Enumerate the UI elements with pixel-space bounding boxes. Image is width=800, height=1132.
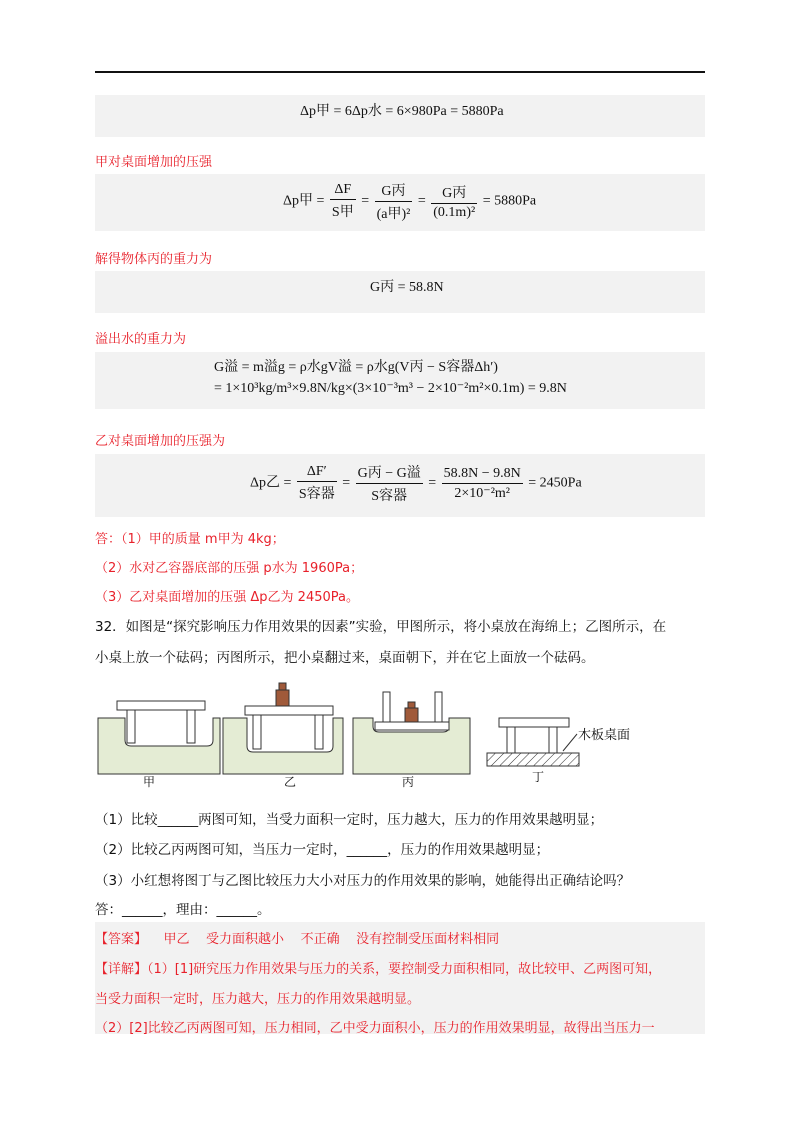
eq2-frac-3: [431, 182, 477, 221]
sub-question-1: （1）比较______两图可知，当受力面积一定时，压力越大，压力的作用效果越明显；: [95, 812, 604, 828]
answer-line-2: （2）水对乙容器底部的压强 p水为 1960Pa；: [95, 561, 364, 576]
equation-5: Δp乙 = $\frac{\Delta F'}{\text{S容器}}$ = $\frac{\text{G丙 − G溢}}{\text{S容器}}$ = $\frac{58.8N - 9.8N}{\text{2×10⁻²m²}}$ = 2450Pa: [250, 464, 582, 504]
eq2-f2-den: (a甲)²: [376, 207, 411, 222]
equation-1: Δp甲 = 6Δp水 = 6×980Pa = 5880Pa: [300, 104, 504, 119]
eq5-f1-den: S容器: [298, 487, 335, 502]
header-rule: [95, 71, 705, 73]
eq2-frac-1: [330, 182, 356, 221]
figure-label-jia: 甲: [143, 775, 156, 789]
figure-jia: [98, 701, 220, 774]
label-bing-weight: 解得物体丙的重力为: [95, 252, 213, 267]
eq5-f3-den: 2×10⁻²m²: [454, 485, 510, 501]
figure-bing: [353, 692, 470, 774]
eq5-f1-num: ΔF′: [297, 464, 337, 482]
figure-note-wood: 木板桌面: [578, 728, 631, 743]
eq5-frac-1: [297, 464, 337, 503]
eq5-frac-3: [442, 466, 523, 502]
answer-line-1: 答：（1）甲的质量 m甲为 4kg；: [95, 532, 285, 547]
eq2-f3-den: (0.1m)²: [433, 205, 476, 220]
detail-line-2: 当受力面积一定时，压力越大，压力的作用效果越明显。: [95, 992, 421, 1007]
answer-key-line: 【答案】 甲乙 受力面积越小 不正确 没有控制受压面材料相同: [95, 932, 500, 947]
equation-4a: G溢 = m溢g = ρ水gV溢 = ρ水g(V丙 − S容器Δh′): [214, 360, 498, 375]
equation-2: Δp甲 = $\frac{\Delta F}{\text{S甲}}$ = $\frac{\text{G丙}}{\text{(a甲)²}}$ = $\frac{\text{G丙}}{\text{(0.1m)²}}$ = 5880Pa: [283, 182, 537, 222]
eq2-f3-num: G丙: [431, 182, 477, 204]
eq5-f2-num: G丙 − G溢: [356, 462, 423, 484]
detail-line-3: （2）[2]比较乙丙两图可知，压力相同，乙中受力面积小，压力的作用效果明显，故得出当压力一: [95, 1021, 655, 1036]
eq2-rhs: = 5880Pa: [482, 193, 537, 209]
eq2-frac-2: [375, 180, 413, 223]
label-jia-pressure: 甲对桌面增加的压强: [95, 155, 213, 170]
eq2-lhs: Δp甲 =: [283, 193, 325, 209]
sub-question-3: （3）小红想将图丁与乙图比较压力大小对压力的作用效果的影响，她能得出正确结论吗？: [95, 873, 631, 889]
question-32-line-2: 小桌上放一个砝码；丙图所示，把小桌翻过来，桌面朝下，并在它上面放一个砝码。: [95, 650, 595, 666]
sub-question-2: （2）比较乙丙两图可知，当压力一定时，______，压力的作用效果越明显；: [95, 842, 550, 858]
eq2-f2-num: G丙: [375, 180, 413, 202]
figure-ding: [487, 718, 579, 766]
eq5-frac-2: [356, 462, 423, 505]
eq5-rhs: = 2450Pa: [528, 475, 582, 491]
eq5-lhs: Δp乙 =: [250, 475, 292, 491]
eq5-f3-num: 58.8N − 9.8N: [442, 466, 523, 484]
equation-3: G丙 = 58.8N: [370, 280, 444, 295]
equation-4b: = 1×10³kg/m³×9.8N/kg×(3×10⁻³m³ − 2×10⁻²m²×0.1m) = 9.8N: [214, 381, 567, 396]
eq2-f1-num: ΔF: [330, 182, 356, 200]
figure-label-yi: 乙: [284, 775, 297, 789]
figure-label-bing: 丙: [402, 775, 415, 789]
detail-line-1: 【详解】（1）[1]研究压力作用效果与压力的关系，要控制受力面积相同，故比较甲、乙两图可知，: [95, 962, 662, 977]
figure-yi: [223, 683, 343, 774]
answer-line-3: （3）乙对桌面增加的压强 Δp乙为 2450Pa。: [95, 590, 359, 605]
figure-label-ding: 丁: [532, 770, 545, 784]
question-32-line-1: 32．如图是“探究影响压力作用效果的因素”实验，甲图所示，将小桌放在海绵上；乙图所示，在: [95, 619, 667, 635]
eq2-f1-den: S甲: [331, 205, 354, 220]
eq5-f2-den: S容器: [371, 489, 408, 504]
label-overflow-weight: 溢出水的重力为: [95, 332, 187, 347]
label-yi-pressure: 乙对桌面增加的压强为: [95, 434, 226, 449]
answer-blank-line: 答：______，理由：______。: [95, 902, 271, 918]
